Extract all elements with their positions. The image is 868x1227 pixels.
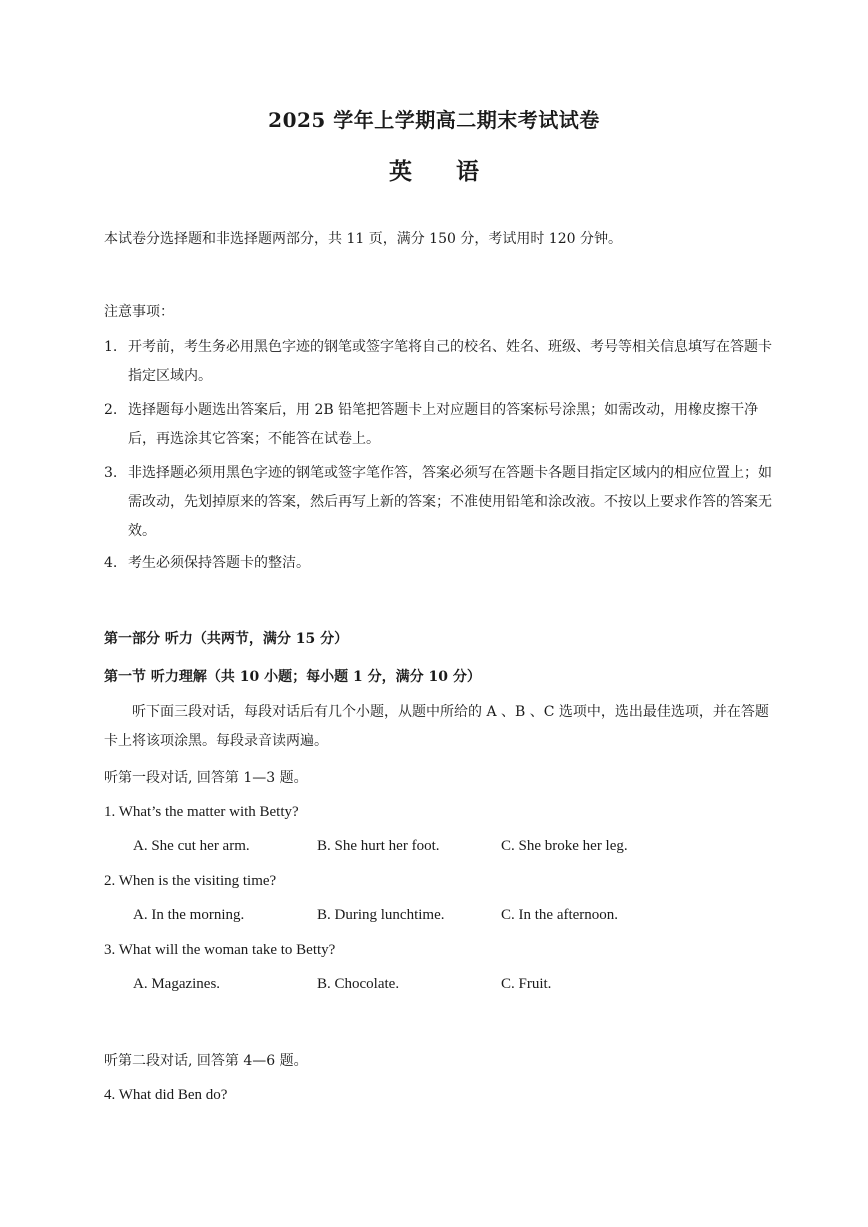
- note-text: 非选择题必须用黑色字迹的钢笔或签字笔作答，答案必须写在答题卡各题目指定区域内的相应位置上；如需改动，先划掉原来的答案，然后再写上新的答案；不准使用铅笔和涂改液。不按以上要求作答的答案无效。: [128, 465, 772, 539]
- section1-heading: 第一节 听力理解（共 10 小题；每小题 1 分，满分 10 分）: [104, 669, 481, 685]
- note-text: 考生必须保持答题卡的整洁。: [128, 555, 310, 571]
- note-item-4: [104, 549, 784, 578]
- question-2-option-c: C. In the afternoon.: [501, 907, 619, 923]
- notes-heading: 注意事项：: [104, 304, 174, 320]
- question-1-stem: 1. What’s the matter with Betty?: [104, 804, 299, 820]
- listening-instructions: 听下面三段对话，每段对话后有几个小题，从题中所给的 A 、B 、C 选项中，选出最佳选项，并在答题卡上将该项涂黑。每段录音读两遍。: [104, 704, 769, 749]
- question-3-option-c: C. Fruit.: [501, 976, 552, 992]
- question-4-stem: 4. What did Ben do?: [104, 1087, 228, 1103]
- exam-subject: 英 语: [388, 158, 497, 185]
- note-number: 1.: [104, 339, 118, 355]
- note-number: 4.: [104, 555, 118, 571]
- note-number: 2.: [104, 402, 118, 418]
- dialogue1-intro: 听第一段对话, 回答第 1—3 题。: [104, 770, 308, 786]
- question-2-stem: 2. When is the visiting time?: [104, 873, 277, 889]
- note-item-1: [104, 333, 784, 391]
- note-item-3: [104, 459, 784, 546]
- question-1-option-a: A. She cut her arm.: [133, 838, 250, 854]
- question-2-option-a: A. In the morning.: [133, 907, 245, 923]
- question-1-option-c: C. She broke her leg.: [501, 838, 628, 854]
- question-3-option-a: A. Magazines.: [133, 976, 221, 992]
- question-3-option-b: B. Chocolate.: [317, 976, 400, 992]
- dialogue2-intro: 听第二段对话, 回答第 4—6 题。: [104, 1053, 308, 1069]
- note-text: 选择题每小题选出答案后，用 2B 铅笔把答题卡上对应题目的答案标号涂黑；如需改动，用橡皮擦干净后，再选涂其它答案；不能答在试卷上。: [128, 402, 759, 447]
- part1-heading: 第一部分 听力（共两节，满分 15 分）: [104, 631, 349, 647]
- exam-title: 2025 学年上学期高二期末考试试卷: [268, 108, 600, 132]
- note-text: 开考前，考生务必用黑色字迹的钢笔或签字笔将自己的校名、姓名、班级、考号等相关信息填写在答题卡指定区域内。: [128, 339, 772, 384]
- exam-intro: 本试卷分选择题和非选择题两部分，共 11 页，满分 150 分，考试用时 120 分钟。: [104, 231, 622, 247]
- note-item-2: [104, 396, 784, 454]
- note-number: 3.: [104, 465, 118, 481]
- question-2-option-b: B. During lunchtime.: [317, 907, 445, 923]
- question-1-option-b: B. She hurt her foot.: [317, 838, 440, 854]
- question-3-stem: 3. What will the woman take to Betty?: [104, 942, 336, 958]
